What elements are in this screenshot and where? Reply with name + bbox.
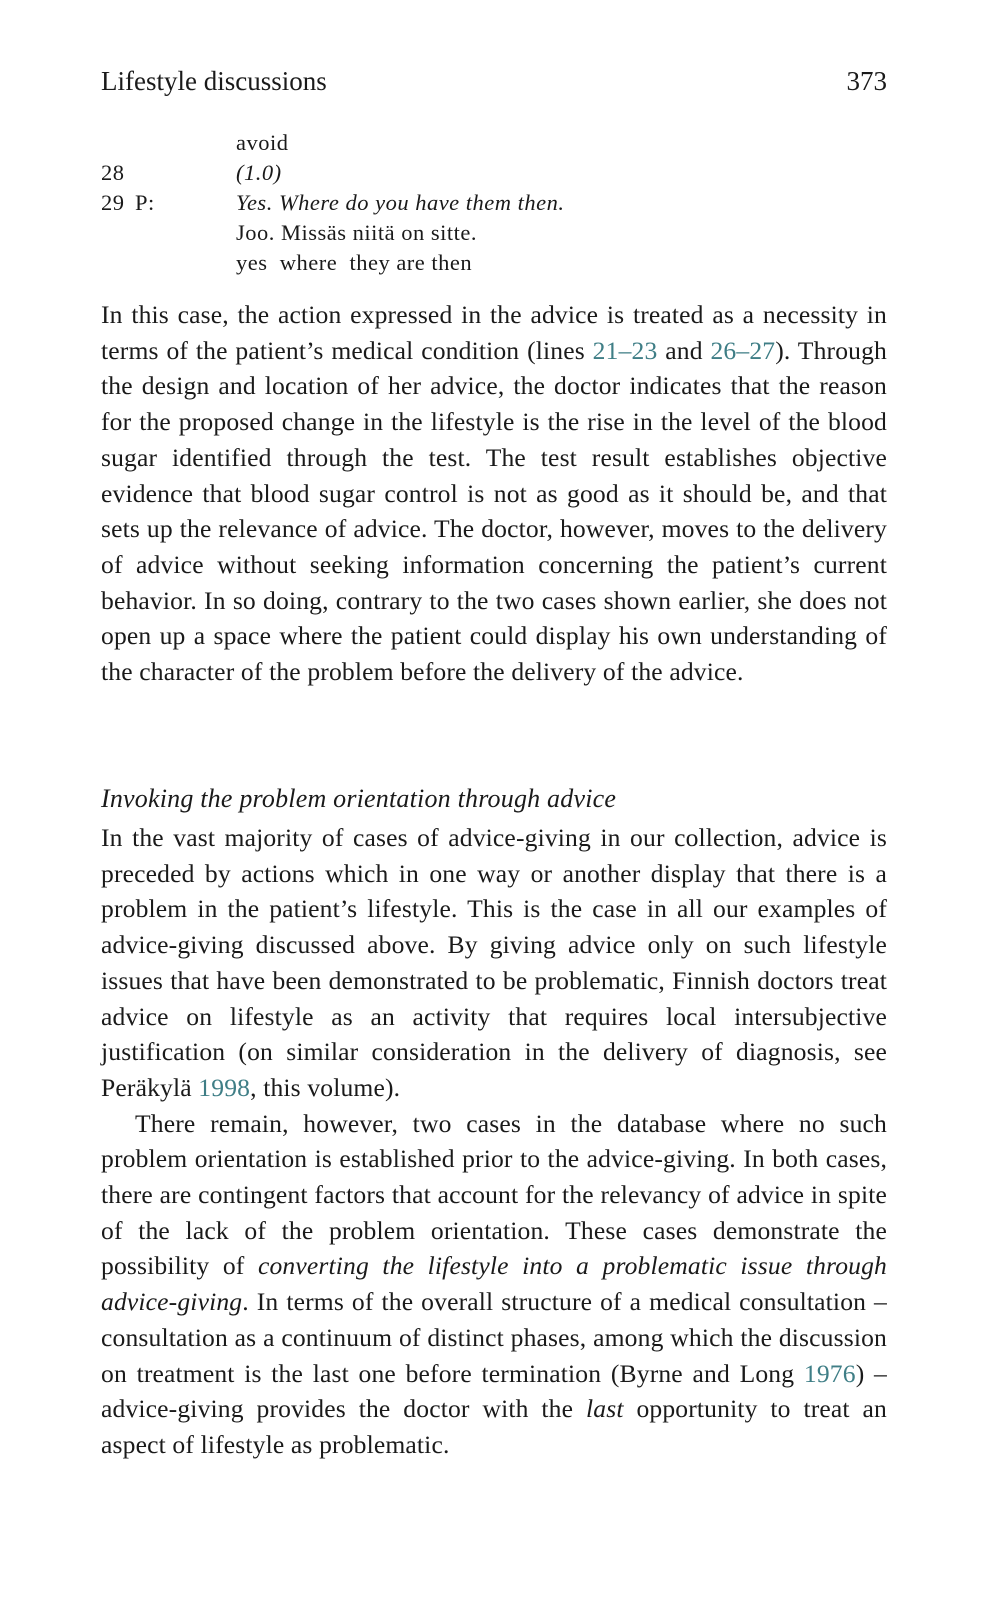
paragraph-text: In this case, the action expressed in the advice is treated as a necessity in terms of the patient’s medical condition (lines	[101, 300, 887, 365]
speaker-label: P:	[135, 190, 155, 215]
body-section-text	[101, 820, 887, 1463]
line-number: 28	[101, 160, 125, 185]
utterance-translation: Yes. Where do you have them then.	[236, 190, 565, 215]
section-heading: Invoking the problem orientation through advice	[101, 784, 617, 813]
transcript-line	[101, 188, 565, 218]
pause-notation: (1.0)	[236, 160, 282, 185]
line-number	[101, 128, 135, 158]
speaker-label	[135, 218, 236, 248]
utterance-gloss: yes where they are then	[236, 250, 473, 275]
utterance-original: Joo. Missäs niitä on sitte.	[236, 220, 478, 245]
body-paragraph-1	[101, 297, 887, 690]
transcript-line	[101, 158, 565, 188]
line-number	[101, 218, 135, 248]
paragraph-text: , this volume).	[250, 1072, 401, 1102]
page-number: 373	[846, 66, 887, 96]
paragraph-text: There remain, however, two cases in the database where no such problem orientation is established prior to the advice-giving. In both cases, there are contingent factors that account for the relevancy of advice in spite of the lack of the problem orientation. These cases demonstrate the possibility of	[101, 1108, 887, 1281]
paragraph-text: opportunity to treat an aspect of lifestyle as problematic.	[101, 1394, 887, 1459]
citation-link[interactable]: 1976	[803, 1358, 856, 1388]
utterance-gloss: avoid	[236, 130, 289, 155]
paragraph-text: ) – advice-giving provides the doctor with the	[101, 1358, 887, 1424]
citation-link[interactable]: 1998	[198, 1072, 251, 1102]
body-paragraph-3	[101, 1106, 887, 1463]
paragraph-text: ). Through the design and location of her advice, the doctor indicates that the reason for the proposed change in the lifestyle is the rise in the level of the blood sugar identified through the test. The test result establishes objective evidence that blood sugar control is not as good as it should be, and that sets up the relevance of advice. The doctor, however, moves to the delivery of advice without seeking information concerning the patient’s current behavior. In so doing, contrary to the two cases shown earlier, she does not open up a space where the patient could display his own understanding of the character of the problem before the delivery of the advice.	[101, 335, 887, 687]
running-title: Lifestyle discussions	[101, 66, 327, 96]
line-number	[101, 248, 135, 278]
transcript-excerpt	[101, 128, 565, 278]
emphasized-text: last	[586, 1394, 624, 1424]
transcript-line	[101, 248, 565, 278]
transcript-line	[101, 218, 565, 248]
running-header	[101, 66, 887, 97]
line-reference-link[interactable]: 21–23	[592, 335, 658, 365]
line-reference-link[interactable]: 26–27	[710, 335, 776, 365]
line-number: 29	[101, 190, 125, 215]
paragraph-text: . In terms of the overall structure of a medical consultation – consultation as a continuum of distinct phases, among which the discussion on treatment is the last one before termination (Byrne and Long	[101, 1287, 887, 1388]
transcript-line	[101, 128, 565, 158]
speaker-label	[135, 128, 236, 158]
speaker-label	[135, 248, 236, 278]
body-paragraph-2	[101, 820, 887, 1106]
emphasized-text: converting the lifestyle into a problematic issue through advice-giving	[101, 1251, 887, 1317]
paragraph-text: and	[657, 335, 711, 365]
paragraph-text: In the vast majority of cases of advice-giving in our collection, advice is preceded by actions which in one way or another display that there is a problem in the patient’s lifestyle. This is the case in all our examples of advice-giving discussed above. By giving advice only on such lifestyle issues that have been demonstrated to be problematic, Finnish doctors treat advice on lifestyle as an activity that requires local intersubjective justification (on similar consideration in the delivery of diagnosis, see Peräkylä	[101, 823, 887, 1102]
speaker-label	[135, 158, 236, 188]
